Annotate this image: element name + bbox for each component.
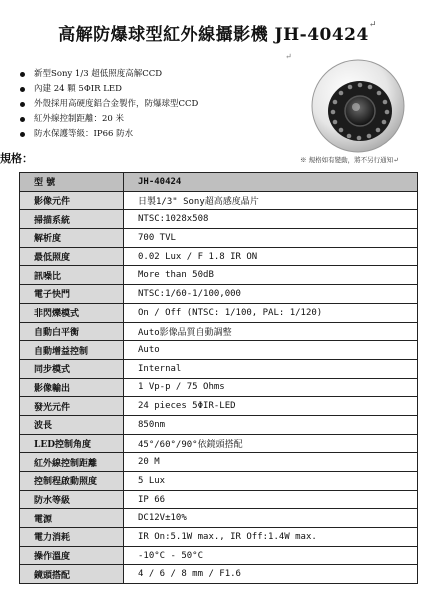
table-row [20, 285, 418, 304]
table-row [20, 415, 418, 434]
spec-value: More than 50dB [124, 266, 418, 285]
spec-value: 24 pieces 5ΦIR-LED [124, 397, 418, 416]
bullet-icon [20, 132, 25, 137]
spec-value: 4 / 6 / 8 mm / F1.6 [124, 565, 418, 584]
spec-label: 控制程啟動照度 [20, 472, 124, 491]
spec-label: 發光元件 [20, 397, 124, 416]
spec-label: 自動白平衡 [20, 322, 124, 341]
table-row [20, 173, 418, 192]
spec-value: 0.02 Lux / F 1.8 IR ON [124, 247, 418, 266]
document-title [0, 20, 435, 45]
table-row [20, 453, 418, 472]
spec-label: 非閃爍模式 [20, 303, 124, 322]
table-row [20, 509, 418, 528]
table-row [20, 303, 418, 322]
table-row [20, 434, 418, 453]
paragraph-mark: ↵ [368, 20, 377, 30]
spec-label: 自動增益控制 [20, 341, 124, 360]
bullet-icon [20, 102, 25, 107]
spec-value: NTSC:1/60-1/100,000 [124, 285, 418, 304]
spec-label: 型 號 [20, 173, 124, 192]
feature-item: 防水保護等級：IP66 防水 [16, 127, 256, 142]
spec-label: 掃描系統 [20, 210, 124, 229]
spec-value: 45°/60°/90°依鏡頭搭配 [124, 434, 418, 453]
spec-label: 紅外線控制距離 [20, 453, 124, 472]
spec-value: 700 TVL [124, 229, 418, 248]
table-row [20, 210, 418, 229]
spec-value: Auto影像品質自動調整 [124, 322, 418, 341]
spec-heading: 規格： [0, 152, 33, 165]
table-row [20, 266, 418, 285]
spec-value: 日製1/3" Sony超高感度晶片 [124, 191, 418, 210]
spec-value: On / Off (NTSC: 1/100, PAL: 1/120) [124, 303, 418, 322]
table-row [20, 378, 418, 397]
spec-label: 解析度 [20, 229, 124, 248]
table-row [20, 546, 418, 565]
dome-camera-image [308, 56, 408, 156]
spec-label: 訊噪比 [20, 266, 124, 285]
table-row [20, 322, 418, 341]
spec-value: JH-40424 [124, 173, 418, 192]
spec-value: 20 M [124, 453, 418, 472]
table-row [20, 565, 418, 584]
spec-value: Auto [124, 341, 418, 360]
spec-label: LED控制角度 [20, 434, 124, 453]
spec-change-note: ※ 規格如有變動，將不另行通知↵ [300, 156, 399, 164]
table-row [20, 191, 418, 210]
spec-value: 5 Lux [124, 472, 418, 491]
feature-item: 外殼採用高硬度鋁合金製作，防爆球型CCD [16, 97, 256, 112]
feature-item: 紅外線控制距離：20 米 [16, 112, 256, 127]
spec-value: NTSC:1028x508 [124, 210, 418, 229]
spec-value: IR On:5.1W max., IR Off:1.4W max. [124, 528, 418, 547]
spec-label: 最低照度 [20, 247, 124, 266]
bullet-icon [20, 87, 25, 92]
table-row [20, 490, 418, 509]
spec-value: DC12V±10% [124, 509, 418, 528]
spec-label: 電力消耗 [20, 528, 124, 547]
spec-label: 同步模式 [20, 359, 124, 378]
bullet-icon [20, 72, 25, 77]
table-row [20, 341, 418, 360]
table-row [20, 229, 418, 248]
spec-value: 850nm [124, 415, 418, 434]
spec-value: -10°C - 50°C [124, 546, 418, 565]
spec-label: 鏡頭搭配 [20, 565, 124, 584]
title-text: 高解防爆球型紅外線攝影機 JH-40424 [58, 25, 369, 45]
spec-label: 影像元件 [20, 191, 124, 210]
spec-value: 1 Vp-p / 75 Ohms [124, 378, 418, 397]
feature-item: 內建 24 顆 5ΦIR LED [16, 82, 256, 97]
table-row [20, 359, 418, 378]
table-row [20, 528, 418, 547]
feature-item: 新型Sony 1/3 超低照度高解CCD [16, 67, 256, 82]
spec-label: 影像輸出 [20, 378, 124, 397]
feature-list [16, 67, 256, 142]
spec-value: Internal [124, 359, 418, 378]
table-row [20, 472, 418, 491]
spec-label: 波長 [20, 415, 124, 434]
spec-table [19, 172, 418, 584]
table-row [20, 247, 418, 266]
spec-label: 防水等級 [20, 490, 124, 509]
spec-label: 電源 [20, 509, 124, 528]
spec-value: IP 66 [124, 490, 418, 509]
table-row [20, 397, 418, 416]
bullet-icon [20, 117, 25, 122]
spec-label: 操作溫度 [20, 546, 124, 565]
return-mark: ↵ [285, 52, 292, 61]
spec-label: 電子快門 [20, 285, 124, 304]
